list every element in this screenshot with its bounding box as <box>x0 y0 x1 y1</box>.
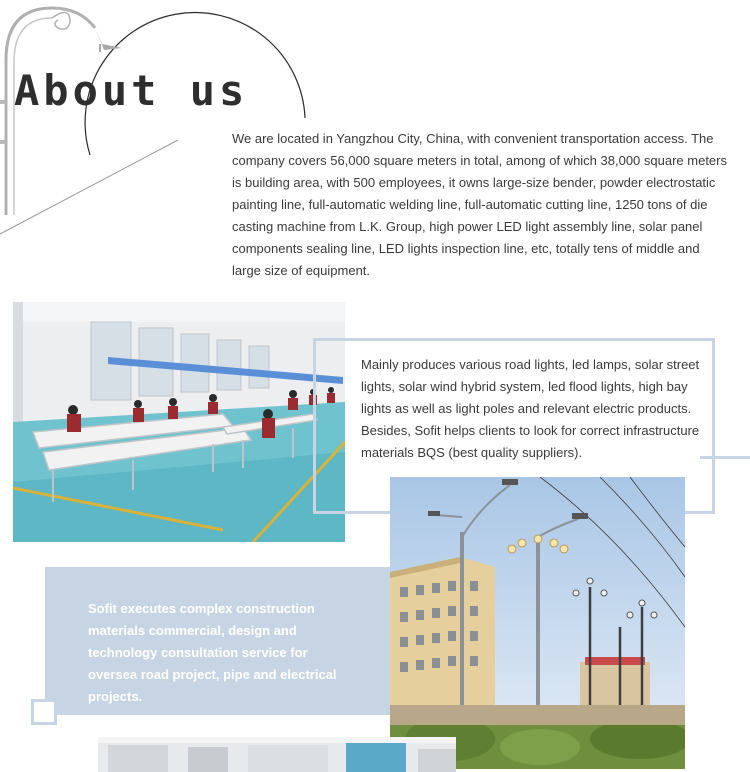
bottom-photo <box>98 737 456 772</box>
decorative-square <box>31 699 57 725</box>
products-frame-accent-line <box>700 456 750 459</box>
about-title: About us <box>14 66 249 115</box>
factory-photo <box>13 302 345 542</box>
services-paragraph: Sofit executes complex construction materials commercial, design and technology consultation service for oversea road project, pipe and electrical projects. <box>88 601 337 704</box>
about-paragraph: We are located in Yangzhou City, China, with convenient transportation access. The company covers 56,000 square meters in total, among of which 38,000 square meters is building area, with 500 employees, it owns large-size bender, powder electrostatic painting line, full-automatic welding line, full-automatic cutting line, 1250 tons of die casting machine from L.K. Group, high power LED light assembly line, solar panel components sealing line, LED lights inspection line, etc, totally tens of middle and large size of equipment. <box>232 131 727 278</box>
street-light-photo <box>390 477 685 769</box>
products-paragraph: Mainly produces various road lights, led lamps, solar street lights, solar wind hybrid system, led flood lights, high bay lights as well as light poles and relevant electric products. Besides, Sofit helps clients to look for correct infrastructure materials BQS (best quality suppliers). <box>361 357 700 460</box>
